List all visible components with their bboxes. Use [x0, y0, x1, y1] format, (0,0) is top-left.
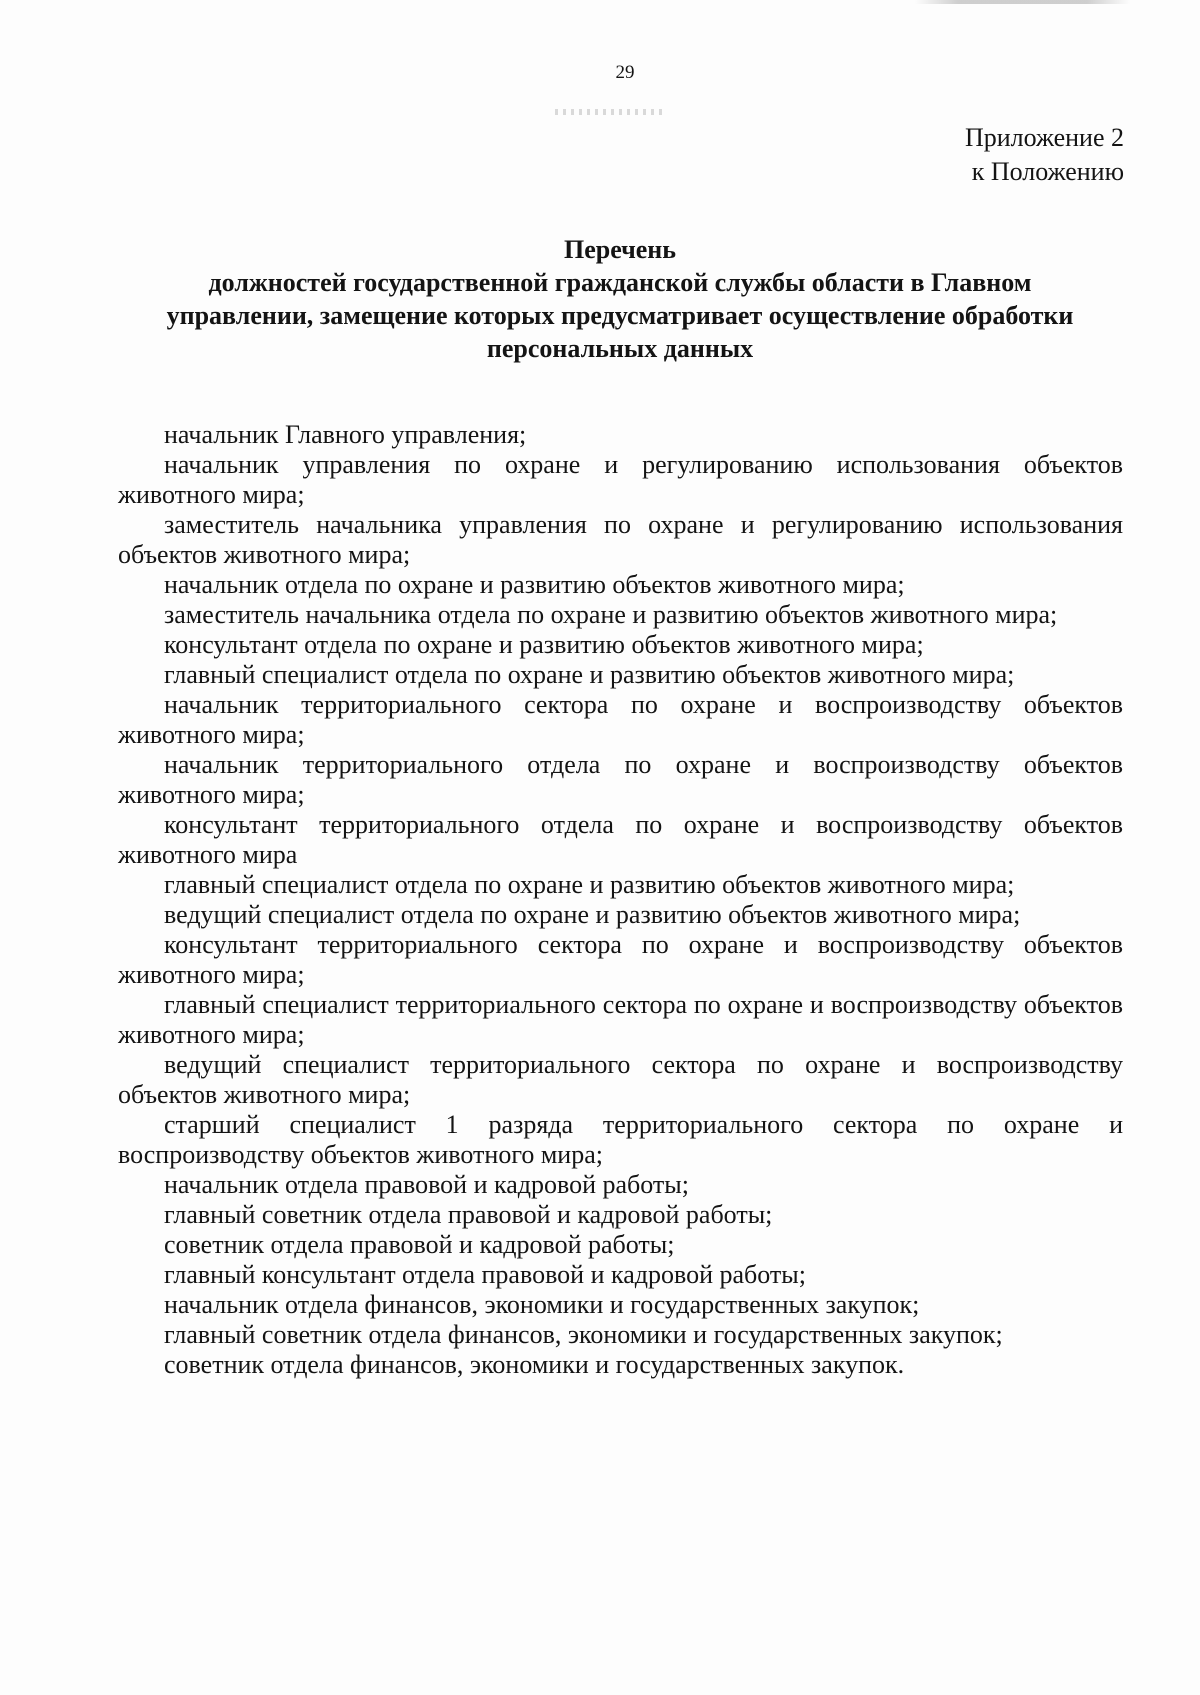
list-item: главный советник отдела финансов, экономики и государственных закупок; [164, 1320, 1003, 1349]
appendix-header [965, 121, 1124, 189]
list-item: главный специалист отдела по охране и развитию объектов животного мира; [164, 870, 1015, 899]
list-item: начальник отдела правовой и кадровой работы; [164, 1170, 689, 1199]
list-item: ведущий специалист отдела по охране и развитию объектов животного мира; [164, 900, 1021, 929]
list-item: ведущий специалист территориального сектора по охране и воспроизводству объектов животного мира; [118, 1050, 1123, 1109]
list-item: главный консультант отдела правовой и кадровой работы; [164, 1260, 806, 1289]
list-item: начальник Главного управления; [164, 420, 527, 449]
list-item: начальник отдела финансов, экономики и государственных закупок; [164, 1290, 920, 1319]
scan-edge-mark [915, 0, 1130, 4]
list-item: консультант отдела по охране и развитию объектов животного мира; [164, 630, 924, 659]
page-number: 29 [615, 62, 635, 83]
list-item: консультант территориального отдела по охране и воспроизводству объектов животного мира [118, 810, 1123, 869]
list-item: советник отдела финансов, экономики и государственных закупок. [164, 1350, 905, 1379]
list-item: старший специалист 1 разряда территориального сектора по охране и воспроизводству объектов животного мира; [118, 1110, 1123, 1169]
list-item: начальник управления по охране и регулированию использования объектов животного мира; [118, 450, 1123, 509]
list-item: главный специалист территориального сектора по охране и воспроизводству объектов животного мира; [118, 990, 1123, 1049]
title-line-3: управлении, замещение которых предусматривает осуществление обработки [166, 301, 1074, 330]
appendix-line-1: Приложение 2 [964, 123, 1124, 152]
positions-list [118, 420, 1123, 1380]
appendix-line-2: к Положению [971, 157, 1124, 186]
title-line-2: должностей государственной гражданской службы области в Главном [208, 268, 1032, 297]
list-item: начальник территориального сектора по охране и воспроизводству объектов животного мира; [118, 690, 1123, 749]
list-item: заместитель начальника отдела по охране и развитию объектов животного мира; [164, 600, 1058, 629]
list-item: начальник отдела по охране и развитию объектов животного мира; [164, 570, 905, 599]
document-title [115, 233, 1125, 365]
list-item: консультант территориального сектора по охране и воспроизводству объектов животного мира; [118, 930, 1123, 989]
scan-speck [555, 109, 665, 115]
list-item: заместитель начальника управления по охране и регулированию использования объектов животного мира; [118, 510, 1123, 569]
list-item: начальник территориального отдела по охране и воспроизводству объектов животного мира; [118, 750, 1123, 809]
list-item: главный советник отдела правовой и кадровой работы; [164, 1200, 773, 1229]
list-item: советник отдела правовой и кадровой работы; [164, 1230, 675, 1259]
list-item: главный специалист отдела по охране и развитию объектов животного мира; [164, 660, 1015, 689]
title-line-1: Перечень [563, 235, 677, 264]
title-line-4: персональных данных [486, 334, 754, 363]
